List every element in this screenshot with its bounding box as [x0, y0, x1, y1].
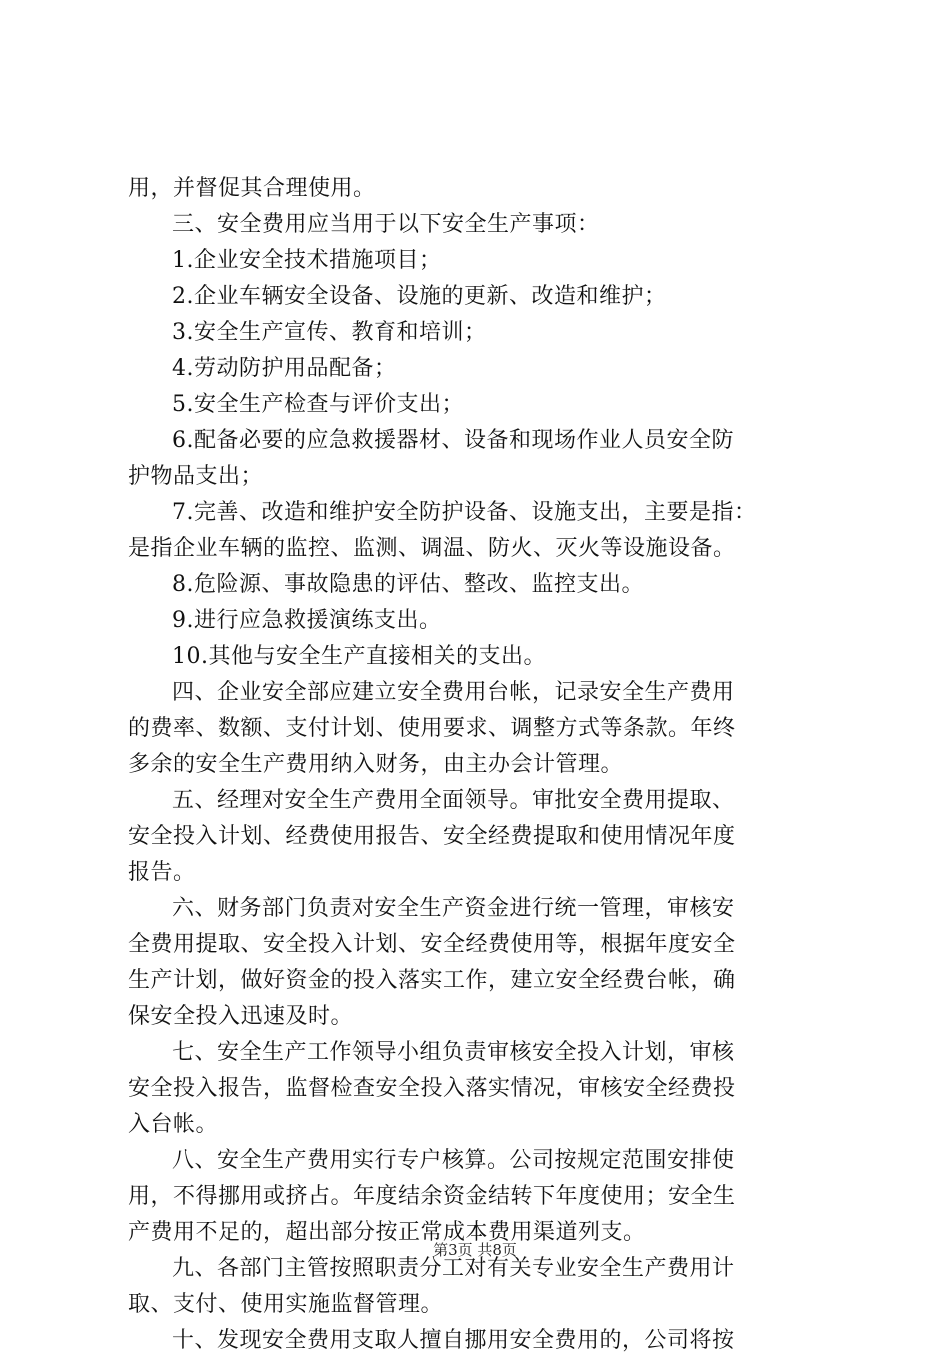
text-line: 3.安全生产宣传、教育和培训；	[172, 320, 487, 345]
text-line: 的费率、数额、支付计划、使用要求、调整方式等条款。年终	[128, 716, 736, 741]
text-line: 四、企业安全部应建立安全费用台帐，记录安全生产费用	[172, 680, 735, 705]
text-line: 九、各部门主管按照职责分工对有关专业安全生产费用计	[172, 1256, 735, 1281]
text-line: 2.企业车辆安全设备、设施的更新、改造和维护；	[172, 284, 667, 309]
text-line: 生产计划，做好资金的投入落实工作，建立安全经费台帐，确	[128, 968, 736, 993]
text-line: 入台帐。	[128, 1112, 219, 1137]
text-line: 安全投入计划、经费使用报告、安全经费提取和使用情况年度	[128, 824, 736, 849]
text-line: 4.劳动防护用品配备；	[172, 356, 397, 381]
page-number-footer: 第3页 共8页	[433, 1241, 517, 1259]
text-line: 安全投入报告，监督检查安全投入落实情况，审核安全经费投	[128, 1076, 736, 1101]
text-line: 6.配备必要的应急救援器材、设备和现场作业人员安全防	[172, 428, 734, 453]
text-line: 9.进行应急救援演练支出。	[172, 608, 442, 633]
text-line: 五、经理对安全生产费用全面领导。审批安全费用提取、	[172, 788, 735, 813]
text-line: 用，并督促其合理使用。	[128, 176, 376, 201]
text-line: 十、发现安全费用支取人擅自挪用安全费用的，公司将按	[172, 1328, 735, 1353]
text-line: 保安全投入迅速及时。	[128, 1004, 354, 1029]
text-line: 多余的安全生产费用纳入财务，由主办会计管理。	[128, 752, 624, 777]
text-line: 5.安全生产检查与评价支出；	[172, 392, 464, 417]
text-line: 产费用不足的，超出部分按正常成本费用渠道列支。	[128, 1220, 646, 1245]
text-line: 用，不得挪用或挤占。年度结余资金结转下年度使用；安全生	[128, 1184, 736, 1209]
text-line: 取、支付、使用实施监督管理。	[128, 1292, 444, 1317]
text-line: 10.其他与安全生产直接相关的支出。	[172, 644, 546, 669]
text-line: 7.完善、改造和维护安全防护设备、设施支出，主要是指：	[172, 500, 757, 525]
text-line: 1.企业安全技术措施项目；	[172, 248, 442, 273]
text-line: 护物品支出；	[128, 464, 264, 489]
text-line: 报告。	[128, 860, 196, 885]
text-line: 八、安全生产费用实行专户核算。公司按规定范围安排使	[172, 1148, 735, 1173]
text-line: 六、财务部门负责对安全生产资金进行统一管理，审核安	[172, 896, 735, 921]
text-line: 七、安全生产工作领导小组负责审核安全投入计划，审核	[172, 1040, 735, 1065]
text-line: 全费用提取、安全投入计划、安全经费使用等，根据年度安全	[128, 932, 736, 957]
text-line: 8.危险源、事故隐患的评估、整改、监控支出。	[172, 572, 644, 597]
text-line: 是指企业车辆的监控、监测、调温、防火、灭火等设施设备。	[128, 536, 736, 561]
text-line: 三、安全费用应当用于以下安全生产事项：	[172, 212, 600, 237]
